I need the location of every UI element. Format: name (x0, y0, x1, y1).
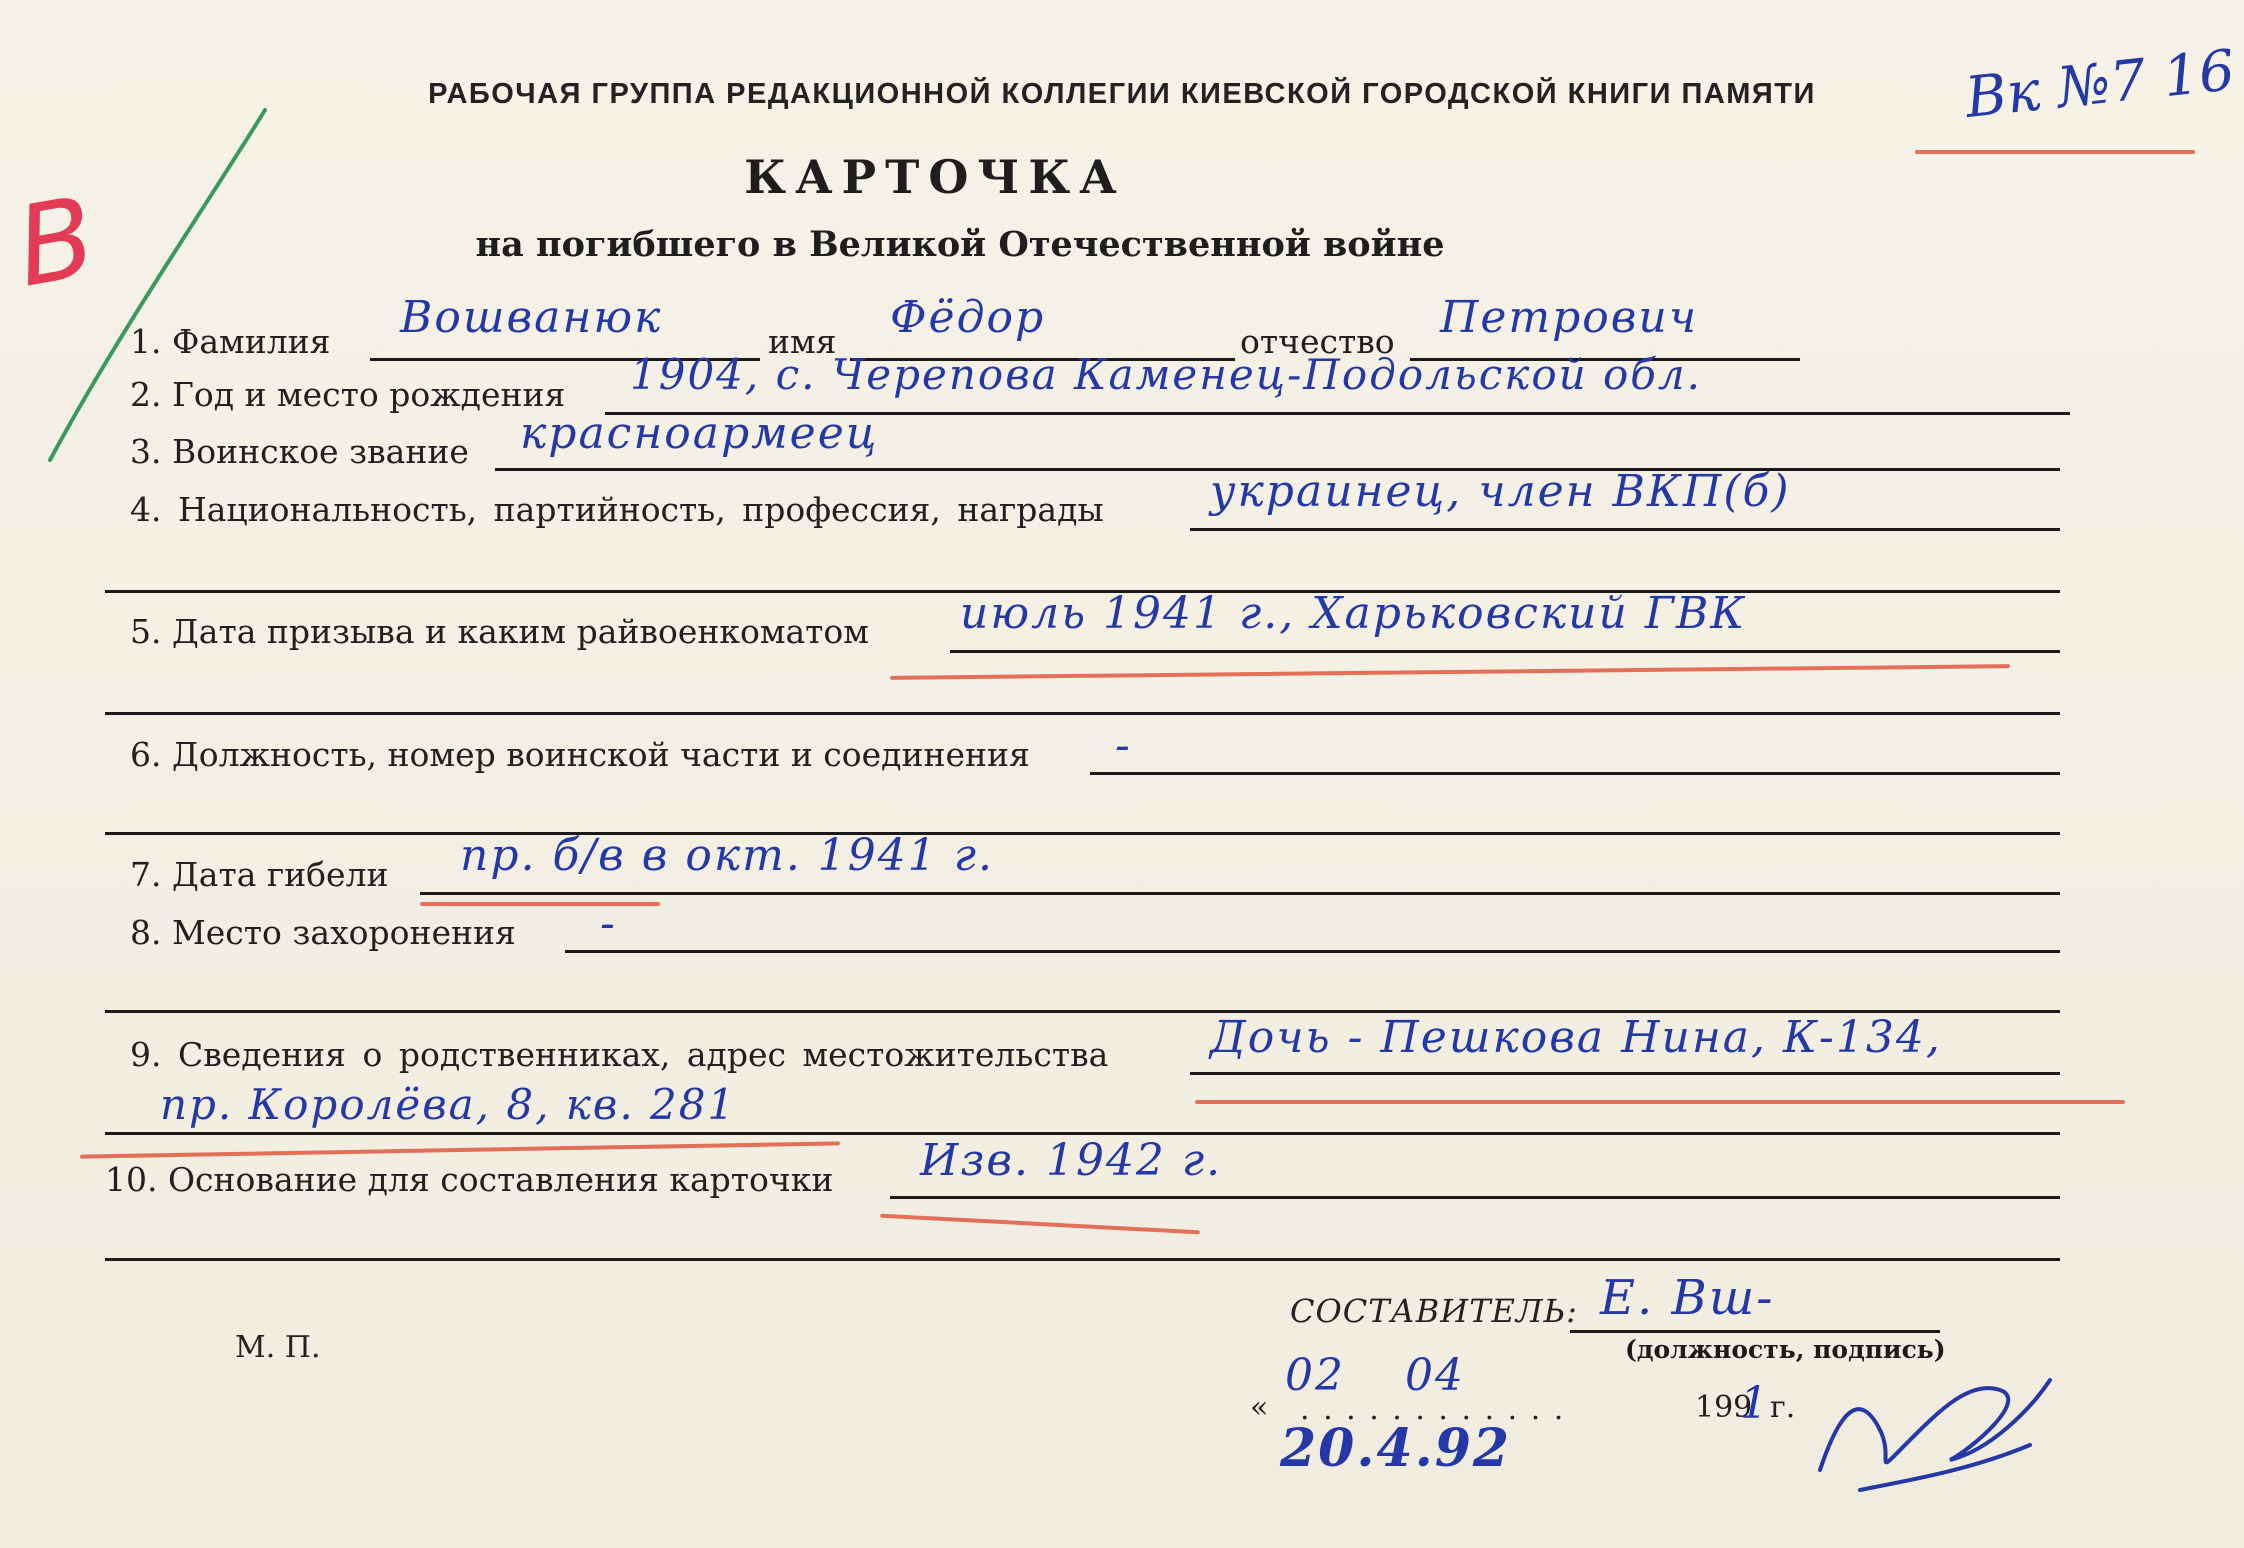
surname-value: Вошванюк (400, 292, 663, 343)
name-label: имя (768, 322, 837, 361)
death-line (420, 892, 2060, 895)
surname-label: 1. Фамилия (130, 322, 331, 361)
birth-label: 2. Год и место рождения (130, 375, 566, 414)
position-value: - (1115, 720, 1132, 771)
date-dots: . . . . . . . . . . . . (1300, 1392, 1566, 1427)
burial-line (565, 950, 2060, 953)
patronymic-label: отчество (1240, 322, 1395, 361)
draft-value: июль 1941 г., Харьковский ГВК (960, 588, 1747, 639)
date-day: 02 (1285, 1350, 1345, 1401)
relatives-label: 9. Сведения о родственниках, адрес местожительства (130, 1035, 1109, 1074)
rank-value: красноармеец (520, 408, 879, 459)
position-label: 6. Должность, номер воинской части и соединения (130, 735, 1030, 774)
burial-label: 8. Место захоронения (130, 913, 516, 952)
blank-line-5 (105, 712, 2060, 715)
corner-mark: В (7, 172, 105, 312)
relatives-red-underline-1 (1195, 1100, 2125, 1104)
draft-red-underline (890, 664, 2010, 680)
card-title: КАРТОЧКА (744, 150, 1126, 204)
date-second: 20.4.92 (1280, 1418, 1512, 1479)
date-suffix: г. (1770, 1390, 1796, 1425)
mp-label: М. П. (235, 1330, 321, 1365)
rank-label: 3. Воинское звание (130, 432, 469, 471)
relatives-value-2: пр. Королёва, 8, кв. 281 (160, 1080, 737, 1129)
compiler-line (1570, 1330, 1940, 1333)
card-subtitle: на погибшего в Великой Отечественной войне (475, 224, 1445, 265)
reference-number: Вк №7 16 (1962, 38, 2238, 131)
approver-signature (1800, 1350, 2080, 1510)
basis-label: 10. Основание для составления карточки (105, 1160, 834, 1199)
date-year-handwritten: 1 (1740, 1378, 1770, 1429)
position-line (1090, 772, 2060, 775)
date-year-printed: 199 (1695, 1390, 1753, 1425)
basis-red-underline (880, 1214, 1200, 1235)
compiler-hint: (должность, подпись) (1625, 1335, 1946, 1364)
reference-red-underline (1915, 150, 2195, 154)
compiler-signature: Е. Вш- (1600, 1270, 1775, 1326)
burial-value: - (600, 898, 617, 949)
draft-label: 5. Дата призыва и каким райвоенкоматом (130, 612, 869, 651)
blank-line-6 (105, 832, 2060, 835)
death-label: 7. Дата гибели (130, 855, 389, 894)
basis-line (890, 1196, 2060, 1199)
compiler-label: СОСТАВИТЕЛЬ: (1290, 1292, 1578, 1330)
date-month: 04 (1405, 1350, 1465, 1401)
birth-value: 1904, с. Черепова Каменец-Подольской обл. (630, 350, 1703, 399)
death-value: пр. б/в в окт. 1941 г. (460, 830, 994, 881)
death-red-underline (420, 902, 660, 906)
relatives-line (1190, 1072, 2060, 1075)
relatives-red-underline-2 (80, 1141, 840, 1158)
organization-header: РАБОЧАЯ ГРУППА РЕДАКЦИОННОЙ КОЛЛЕГИИ КИЕВСКОЙ ГОРОДСКОЙ КНИГИ ПАМЯТИ (428, 78, 1816, 110)
patronymic-value: Петрович (1440, 292, 1699, 343)
name-value: Фёдор (890, 292, 1046, 343)
nationality-value: украинец, член ВКП(б) (1210, 466, 1791, 517)
basis-value: Изв. 1942 г. (920, 1135, 1223, 1186)
nationality-label: 4. Национальность, партийность, профессия, награды (130, 490, 1104, 529)
blank-line-10 (105, 1258, 2060, 1261)
relatives-value-1: Дочь - Пешкова Нина, К-134, (1210, 1012, 1942, 1063)
draft-line (950, 650, 2060, 653)
nationality-line (1190, 528, 2060, 531)
date-quote-open: « (1250, 1390, 1269, 1425)
